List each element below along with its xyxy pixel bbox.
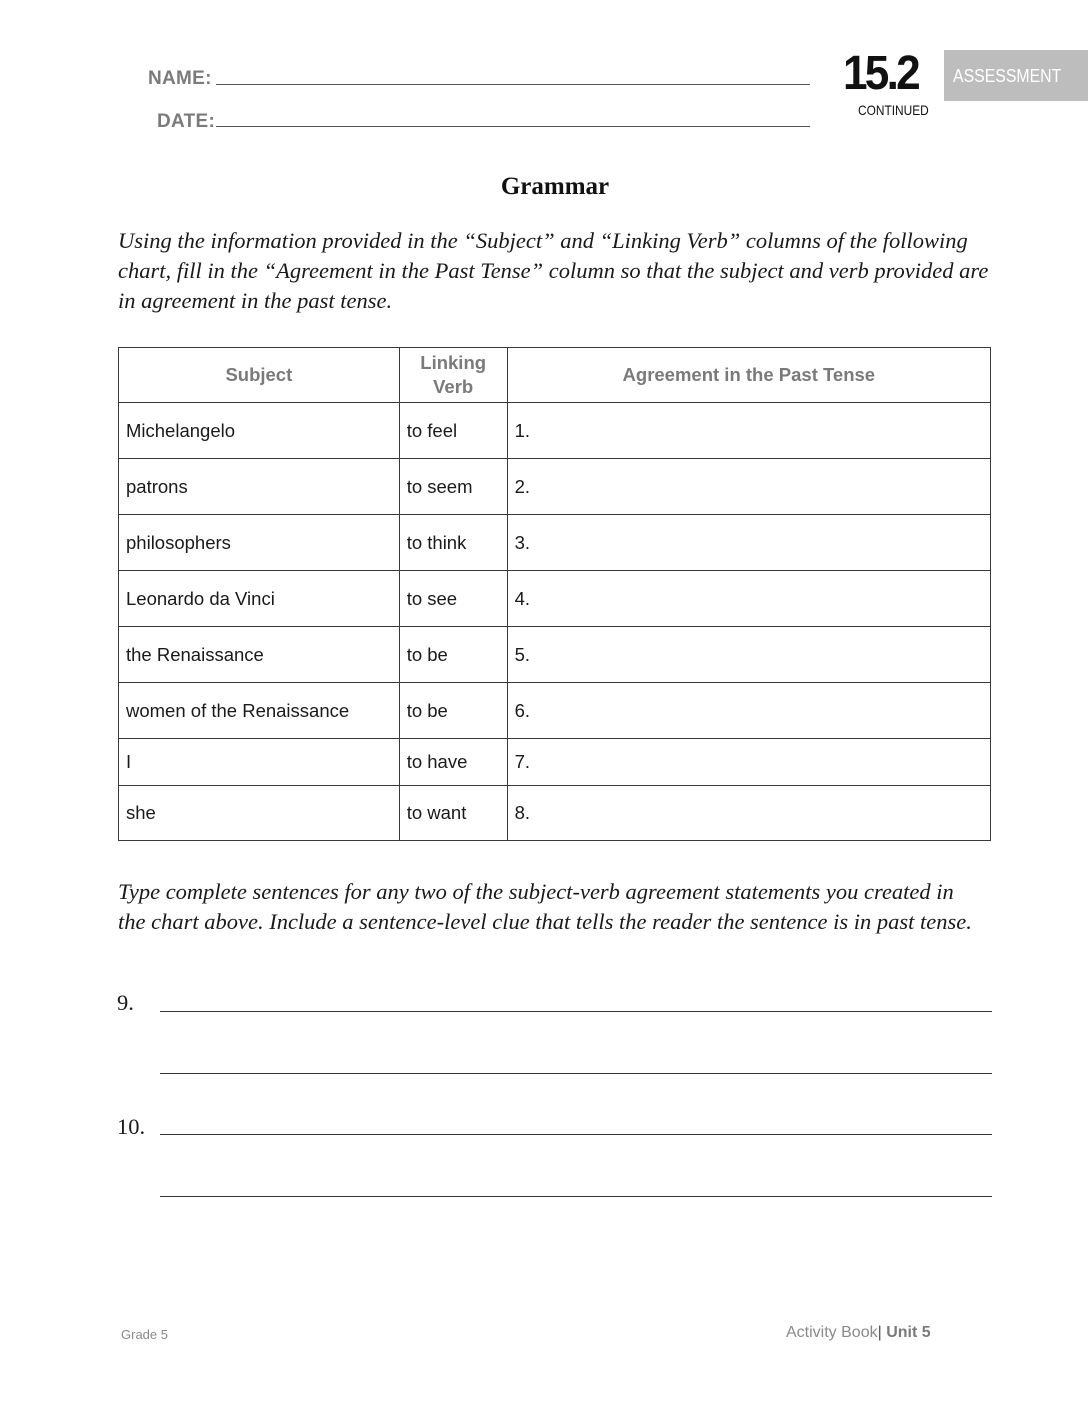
table-header-row bbox=[119, 348, 991, 403]
answer-line[interactable] bbox=[160, 1134, 992, 1135]
verb-cell: to have bbox=[399, 739, 507, 786]
name-label: NAME: bbox=[148, 68, 212, 89]
verb-cell: to feel bbox=[399, 403, 507, 459]
answer-cell[interactable]: 3. bbox=[507, 515, 990, 571]
subject-cell: the Renaissance bbox=[119, 627, 400, 683]
answer-line[interactable] bbox=[160, 1011, 992, 1012]
answer-number-9: 9. bbox=[117, 990, 134, 1015]
verb-cell: to think bbox=[399, 515, 507, 571]
answer-line[interactable] bbox=[160, 1196, 992, 1197]
instructions-sentences: Type complete sentences for any two of the subject-verb agreement statements you created in the chart above. Include a sentence-level clue that tells the reader the sentence is in past tense. bbox=[118, 879, 972, 934]
name-line[interactable] bbox=[216, 84, 810, 85]
header-linking-verb: Linking Verb bbox=[399, 348, 507, 403]
answer-cell[interactable]: 5. bbox=[507, 627, 990, 683]
instructions-chart: Using the information provided in the “Subject” and “Linking Verb” columns of the following chart, fill in the “Agreement in the Past Tense” column so that the subject and verb provided are in agreement in the past tense. bbox=[118, 228, 989, 313]
subject-cell: philosophers bbox=[119, 515, 400, 571]
assessment-badge-label: ASSESSMENT bbox=[953, 66, 1062, 86]
lesson-number: 15.2 bbox=[843, 47, 918, 100]
header-subject: Subject bbox=[119, 348, 400, 403]
answer-cell[interactable]: 4. bbox=[507, 571, 990, 627]
table-row bbox=[119, 786, 991, 841]
table-row bbox=[119, 571, 991, 627]
verb-cell: to seem bbox=[399, 459, 507, 515]
footer-grade: Grade 5 bbox=[121, 1327, 168, 1342]
table-row bbox=[119, 683, 991, 739]
date-line[interactable] bbox=[216, 126, 810, 127]
subject-cell: patrons bbox=[119, 459, 400, 515]
table-row bbox=[119, 627, 991, 683]
verb-cell: to be bbox=[399, 683, 507, 739]
table-row bbox=[119, 515, 991, 571]
table-row bbox=[119, 739, 991, 786]
verb-cell: to be bbox=[399, 627, 507, 683]
answer-line[interactable] bbox=[160, 1073, 992, 1074]
table-row bbox=[119, 459, 991, 515]
answer-cell[interactable]: 2. bbox=[507, 459, 990, 515]
agreement-table bbox=[118, 347, 991, 841]
subject-cell: I bbox=[119, 739, 400, 786]
header-agreement: Agreement in the Past Tense bbox=[507, 348, 990, 403]
subject-cell: Michelangelo bbox=[119, 403, 400, 459]
continued-label: CONTINUED bbox=[858, 102, 929, 118]
subject-cell: women of the Renaissance bbox=[119, 683, 400, 739]
answer-cell[interactable]: 7. bbox=[507, 739, 990, 786]
assessment-badge bbox=[944, 50, 1088, 101]
footer-book bbox=[786, 1324, 931, 1342]
answer-number-10: 10. bbox=[117, 1114, 146, 1139]
date-label: DATE: bbox=[157, 111, 216, 132]
answer-cell[interactable]: 1. bbox=[507, 403, 990, 459]
answer-cell[interactable]: 8. bbox=[507, 786, 990, 841]
page-title: Grammar bbox=[500, 173, 610, 200]
answer-cell[interactable]: 6. bbox=[507, 683, 990, 739]
verb-cell: to see bbox=[399, 571, 507, 627]
subject-cell: Leonardo da Vinci bbox=[119, 571, 400, 627]
footer-unit: Unit 5 bbox=[886, 1324, 931, 1341]
subject-cell: she bbox=[119, 786, 400, 841]
table-row bbox=[119, 403, 991, 459]
footer-separator: | bbox=[877, 1324, 882, 1341]
verb-cell: to want bbox=[399, 786, 507, 841]
footer-book-title: Activity Book bbox=[786, 1324, 878, 1341]
